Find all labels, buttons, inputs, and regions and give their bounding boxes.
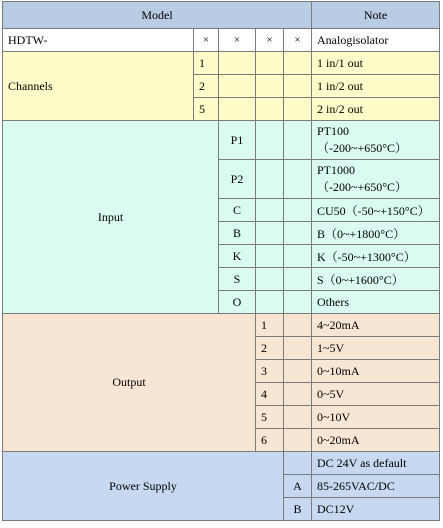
empty-cell — [256, 291, 284, 314]
input-note: S（0~+1600°C） — [312, 268, 440, 291]
empty-cell — [219, 98, 256, 121]
channels-label: Channels — [3, 52, 194, 121]
output-note: 0~10V — [312, 406, 440, 429]
empty-cell — [219, 52, 256, 75]
power-note: 85-265VAC/DC — [312, 475, 440, 498]
power-code — [284, 452, 312, 475]
model-header: Model — [3, 2, 312, 29]
input-code: B — [219, 222, 256, 245]
input-code: P2 — [219, 160, 256, 199]
model-selection-table — [2, 1, 440, 521]
input-note-line2: （-200~+650°C） — [317, 180, 408, 194]
input-note: CU50（-50~+150°C） — [312, 199, 440, 222]
input-code: K — [219, 245, 256, 268]
empty-cell — [256, 75, 284, 98]
power-code: B — [284, 498, 312, 521]
input-note: Others — [312, 291, 440, 314]
empty-cell — [256, 245, 284, 268]
empty-cell — [256, 160, 284, 199]
table-row — [3, 121, 440, 160]
empty-cell — [256, 98, 284, 121]
input-code: S — [219, 268, 256, 291]
channel-note: 1 in/1 out — [312, 52, 440, 75]
empty-cell — [284, 360, 312, 383]
output-code: 2 — [256, 337, 284, 360]
input-note-line2: （-200~+650°C） — [317, 141, 408, 155]
channel-code: 1 — [194, 52, 219, 75]
table-row — [3, 452, 440, 475]
empty-cell — [284, 337, 312, 360]
input-code: O — [219, 291, 256, 314]
output-code: 4 — [256, 383, 284, 406]
empty-cell — [284, 245, 312, 268]
input-note — [312, 160, 440, 199]
output-code: 5 — [256, 406, 284, 429]
placeholder-mark-1: × — [194, 29, 219, 52]
empty-cell — [284, 75, 312, 98]
channel-note: 2 in/2 out — [312, 98, 440, 121]
empty-cell — [284, 268, 312, 291]
empty-cell — [256, 121, 284, 160]
input-note: B（0~+1800°C） — [312, 222, 440, 245]
placeholder-mark-3: × — [256, 29, 284, 52]
empty-cell — [284, 98, 312, 121]
model-code: HDTW- — [3, 29, 194, 52]
placeholder-mark-4: × — [284, 29, 312, 52]
output-code: 6 — [256, 429, 284, 452]
output-label: Output — [3, 314, 256, 452]
model-selection-table-wrapper — [2, 1, 440, 521]
empty-cell — [284, 52, 312, 75]
input-label: Input — [3, 121, 219, 314]
output-note: 4~20mA — [312, 314, 440, 337]
output-note: 0~10mA — [312, 360, 440, 383]
empty-cell — [284, 160, 312, 199]
input-note: K（-50~+1300°C） — [312, 245, 440, 268]
output-note: 0~5V — [312, 383, 440, 406]
input-note — [312, 121, 440, 160]
empty-cell — [284, 314, 312, 337]
output-code: 3 — [256, 360, 284, 383]
placeholder-mark-2: × — [219, 29, 256, 52]
output-code: 1 — [256, 314, 284, 337]
empty-cell — [256, 199, 284, 222]
empty-cell — [284, 406, 312, 429]
empty-cell — [256, 268, 284, 291]
input-note-line1: PT100 — [317, 124, 350, 138]
power-note: DC12V — [312, 498, 440, 521]
empty-cell — [284, 383, 312, 406]
header-row — [3, 2, 440, 29]
table-row — [3, 52, 440, 75]
channel-code: 2 — [194, 75, 219, 98]
power-supply-label: Power Supply — [3, 452, 284, 521]
model-note: Analogisolator — [312, 29, 440, 52]
empty-cell — [284, 291, 312, 314]
empty-cell — [284, 429, 312, 452]
input-code: P1 — [219, 121, 256, 160]
channel-note: 1 in/2 out — [312, 75, 440, 98]
channel-code: 5 — [194, 98, 219, 121]
empty-cell — [219, 75, 256, 98]
empty-cell — [284, 121, 312, 160]
empty-cell — [256, 52, 284, 75]
output-note: 0~20mA — [312, 429, 440, 452]
empty-cell — [284, 222, 312, 245]
table-row — [3, 314, 440, 337]
input-note-line1: PT1000 — [317, 163, 356, 177]
power-code: A — [284, 475, 312, 498]
empty-cell — [256, 222, 284, 245]
empty-cell — [284, 199, 312, 222]
power-note: DC 24V as default — [312, 452, 440, 475]
input-code: C — [219, 199, 256, 222]
output-note: 1~5V — [312, 337, 440, 360]
note-header: Note — [312, 2, 440, 29]
model-row — [3, 29, 440, 52]
